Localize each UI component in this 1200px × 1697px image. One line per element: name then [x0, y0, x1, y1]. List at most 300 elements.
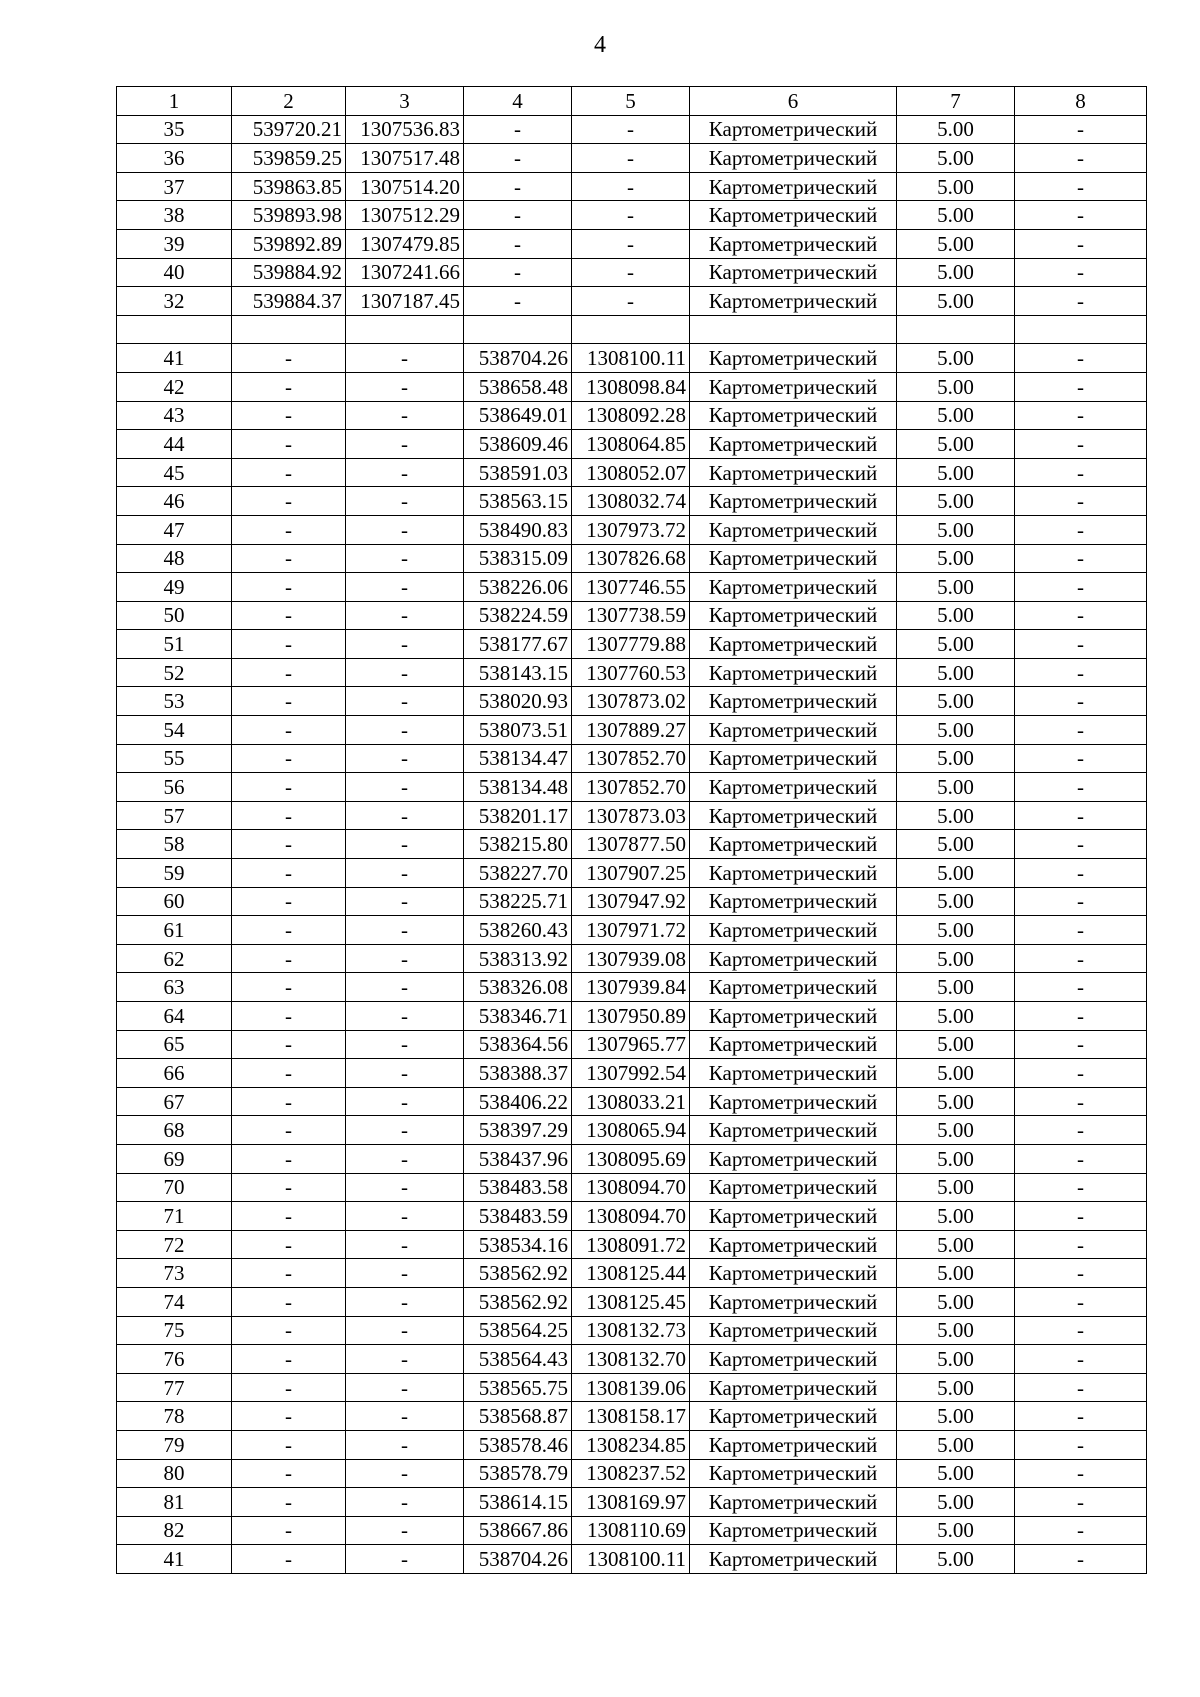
table-cell-col-5: 1307939.84: [572, 973, 690, 1002]
table-cell-col-5: 1307973.72: [572, 515, 690, 544]
table-cell-col-7: 5.00: [897, 801, 1015, 830]
table-cell-col-5: -: [572, 287, 690, 316]
table-cell-col-6: Картометрический: [690, 859, 897, 888]
table-cell-col-4: 538483.58: [464, 1173, 572, 1202]
table-cell-col-7: 5.00: [897, 859, 1015, 888]
table-cell-col-6: Картометрический: [690, 1373, 897, 1402]
table-cell-col-8: -: [1015, 1144, 1147, 1173]
table-cell-col-8: -: [1015, 916, 1147, 945]
table-cell-col-2: -: [232, 1144, 346, 1173]
table-row: [117, 573, 1147, 602]
table-row: [117, 430, 1147, 459]
table-cell-col-1: 40: [117, 258, 232, 287]
table-cell-col-7: 5.00: [897, 115, 1015, 144]
table-cell-col-4: 538658.48: [464, 372, 572, 401]
table-row: [117, 1116, 1147, 1145]
coordinates-table: [116, 86, 1147, 1574]
table-cell-col-3: -: [346, 716, 464, 745]
table-cell-col-2: -: [232, 1059, 346, 1088]
table-row: [117, 773, 1147, 802]
table-cell-col-7: 5.00: [897, 658, 1015, 687]
table-cell-col-7: 5.00: [897, 1202, 1015, 1231]
table-cell-col-8: -: [1015, 773, 1147, 802]
table-cell-col-6: Картометрический: [690, 487, 897, 516]
table-cell-col-6: Картометрический: [690, 1087, 897, 1116]
table-cell-col-7: 5.00: [897, 487, 1015, 516]
table-cell-col-3: -: [346, 458, 464, 487]
table-cell-col-3: -: [346, 1316, 464, 1345]
table-row: [117, 1516, 1147, 1545]
table-cell-col-1: 79: [117, 1430, 232, 1459]
table-cell-col-7: 5.00: [897, 1516, 1015, 1545]
table-cell-col-1: 58: [117, 830, 232, 859]
table-row: [117, 401, 1147, 430]
table-cell-col-3: -: [346, 1287, 464, 1316]
table-cell-col-7: 5.00: [897, 1345, 1015, 1374]
table-cell-col-5: 1307760.53: [572, 658, 690, 687]
table-cell-col-7: 5.00: [897, 172, 1015, 201]
table-cell-col-1: 74: [117, 1287, 232, 1316]
table-cell-col-6: Картометрический: [690, 1202, 897, 1231]
table-cell-col-2: -: [232, 372, 346, 401]
table-cell-col-8: -: [1015, 401, 1147, 430]
table-cell-col-3: -: [346, 1230, 464, 1259]
table-cell-col-6: Картометрический: [690, 658, 897, 687]
table-cell-col-1: 82: [117, 1516, 232, 1545]
table-cell-col-7: 5.00: [897, 430, 1015, 459]
table-row: [117, 1373, 1147, 1402]
table-cell-col-2: -: [232, 1230, 346, 1259]
table-cell-col-5: 1307746.55: [572, 573, 690, 602]
table-cell-col-8: -: [1015, 1373, 1147, 1402]
table-cell-col-3: -: [346, 1430, 464, 1459]
table-cell-col-5: 1308094.70: [572, 1202, 690, 1231]
table-cell-col-7: 5.00: [897, 372, 1015, 401]
table-row: [117, 916, 1147, 945]
table-cell-col-8: -: [1015, 630, 1147, 659]
table-cell-col-2: 539720.21: [232, 115, 346, 144]
table-cell-col-4: 538215.80: [464, 830, 572, 859]
table-cell-col-8: -: [1015, 1430, 1147, 1459]
table-cell-col-8: -: [1015, 1545, 1147, 1574]
table-cell-col-8: -: [1015, 201, 1147, 230]
table-cell-col-8: -: [1015, 487, 1147, 516]
table-row: [117, 1030, 1147, 1059]
table-cell-col-4: 538578.46: [464, 1430, 572, 1459]
table-cell-col-5: 1307947.92: [572, 887, 690, 916]
table-row: [117, 1087, 1147, 1116]
table-cell-col-2: -: [232, 859, 346, 888]
table-cell-col-1: 70: [117, 1173, 232, 1202]
table-cell-col-2: -: [232, 601, 346, 630]
table-cell-col-4: -: [464, 115, 572, 144]
table-row: [117, 487, 1147, 516]
table-cell-col-4: -: [464, 258, 572, 287]
table-row: [117, 944, 1147, 973]
table-cell-col-6: Картометрический: [690, 1459, 897, 1488]
table-cell-col-2: -: [232, 573, 346, 602]
table-row: [117, 801, 1147, 830]
table-cell-col-8: -: [1015, 1002, 1147, 1031]
table-cell-col-5: -: [572, 144, 690, 173]
table-cell-col-5: 1307950.89: [572, 1002, 690, 1031]
table-cell-col-2: -: [232, 1316, 346, 1345]
table-cell-col-2: -: [232, 1430, 346, 1459]
table-cell-col-7: 5.00: [897, 944, 1015, 973]
table-row: [117, 315, 1147, 344]
table-cell-col-7: 5.00: [897, 515, 1015, 544]
table-row: [117, 630, 1147, 659]
table-cell-col-3: -: [346, 973, 464, 1002]
table-cell-col-2: -: [232, 515, 346, 544]
table-cell-col-7: 5.00: [897, 887, 1015, 916]
table-cell-col-7: 5.00: [897, 344, 1015, 373]
table-cell-col-6: Картометрический: [690, 801, 897, 830]
table-cell-col-2: -: [232, 916, 346, 945]
table-body: [117, 87, 1147, 1574]
table-cell-col-1: [117, 315, 232, 344]
table-cell-col-4: 538534.16: [464, 1230, 572, 1259]
table-cell-col-6: Картометрический: [690, 744, 897, 773]
table-cell-col-7: 5.00: [897, 1002, 1015, 1031]
table-cell-col-8: -: [1015, 744, 1147, 773]
table-cell-col-1: 72: [117, 1230, 232, 1259]
table-cell-col-2: -: [232, 544, 346, 573]
table-cell-col-4: 538609.46: [464, 430, 572, 459]
table-cell-col-1: 41: [117, 344, 232, 373]
table-cell-col-1: 64: [117, 1002, 232, 1031]
table-cell-col-8: -: [1015, 1287, 1147, 1316]
table-cell-col-4: 538397.29: [464, 1116, 572, 1145]
table-cell-col-4: 538667.86: [464, 1516, 572, 1545]
table-cell-col-5: 1307965.77: [572, 1030, 690, 1059]
table-cell-col-8: -: [1015, 601, 1147, 630]
table-row: [117, 144, 1147, 173]
table-cell-col-2: -: [232, 716, 346, 745]
table-row: [117, 1173, 1147, 1202]
table-cell-col-5: 1308052.07: [572, 458, 690, 487]
table-cell-col-2: -: [232, 887, 346, 916]
table-cell-col-8: -: [1015, 544, 1147, 573]
table-cell-col-5: 1307852.70: [572, 744, 690, 773]
table-cell-col-5: 1308110.69: [572, 1516, 690, 1545]
table-row: [117, 887, 1147, 916]
table-cell-col-6: Картометрический: [690, 1116, 897, 1145]
table-cell-col-1: 63: [117, 973, 232, 1002]
table-row: [117, 1202, 1147, 1231]
table-cell-col-8: -: [1015, 458, 1147, 487]
table-cell-col-1: 75: [117, 1316, 232, 1345]
table-cell-col-6: Картометрический: [690, 344, 897, 373]
table-cell-col-5: 1308139.06: [572, 1373, 690, 1402]
table-cell-col-7: 5.00: [897, 144, 1015, 173]
table-cell-col-1: 51: [117, 630, 232, 659]
table-cell-col-5: -: [572, 172, 690, 201]
table-row: [117, 601, 1147, 630]
table-cell-col-6: Картометрический: [690, 916, 897, 945]
table-cell-col-5: -: [572, 258, 690, 287]
table-cell-col-5: 1307992.54: [572, 1059, 690, 1088]
table-row: [117, 658, 1147, 687]
table-row: [117, 372, 1147, 401]
table-cell-col-6: Картометрический: [690, 1173, 897, 1202]
table-cell-col-4: 538073.51: [464, 716, 572, 745]
table-row: [117, 287, 1147, 316]
table-cell-col-2: -: [232, 344, 346, 373]
table-cell-col-1: 45: [117, 458, 232, 487]
table-cell-col-2: 539863.85: [232, 172, 346, 201]
table-cell-col-3: -: [346, 859, 464, 888]
table-cell-col-3: -: [346, 1259, 464, 1288]
table-cell-col-4: 538177.67: [464, 630, 572, 659]
table-cell-col-1: 36: [117, 144, 232, 173]
table-row: [117, 687, 1147, 716]
table-cell-col-2: -: [232, 1459, 346, 1488]
table-cell-col-5: 1307873.02: [572, 687, 690, 716]
table-cell-col-1: 41: [117, 1545, 232, 1574]
table-cell-col-5: 1308064.85: [572, 430, 690, 459]
table-row: [117, 1430, 1147, 1459]
table-cell-col-2: -: [232, 630, 346, 659]
table-cell-col-4: 538564.43: [464, 1345, 572, 1374]
table-cell-col-7: 5.00: [897, 1316, 1015, 1345]
table-cell-col-2: -: [232, 1373, 346, 1402]
table-cell-col-6: [690, 315, 897, 344]
table-cell-col-6: Картометрический: [690, 1230, 897, 1259]
table-row: [117, 115, 1147, 144]
table-cell-col-7: 5.00: [897, 773, 1015, 802]
table-row: [117, 1259, 1147, 1288]
table-cell-col-3: -: [346, 1402, 464, 1431]
table-cell-col-6: Картометрический: [690, 172, 897, 201]
table-cell-col-3: 1307512.29: [346, 201, 464, 230]
table-cell-col-3: -: [346, 1030, 464, 1059]
table-cell-col-2: -: [232, 1087, 346, 1116]
table-cell-col-5: -: [572, 201, 690, 230]
table-cell-col-7: 5.00: [897, 229, 1015, 258]
table-cell-col-5: 1308132.73: [572, 1316, 690, 1345]
table-cell-col-2: -: [232, 1202, 346, 1231]
table-cell-col-4: 538226.06: [464, 573, 572, 602]
table-cell-col-1: 65: [117, 1030, 232, 1059]
table-cell-col-4: 538134.47: [464, 744, 572, 773]
table-cell-col-3: -: [346, 887, 464, 916]
table-cell-col-5: 1308234.85: [572, 1430, 690, 1459]
table-cell-col-1: 35: [117, 115, 232, 144]
table-cell-col-1: 37: [117, 172, 232, 201]
table-cell-col-1: 46: [117, 487, 232, 516]
table-row: [117, 544, 1147, 573]
table-cell-col-7: 5.00: [897, 544, 1015, 573]
table-cell-col-4: 538227.70: [464, 859, 572, 888]
table-cell-col-2: -: [232, 1345, 346, 1374]
table-row: [117, 201, 1147, 230]
table-cell-col-6: Картометрический: [690, 1002, 897, 1031]
table-cell-col-5: 1308091.72: [572, 1230, 690, 1259]
table-cell-col-2: -: [232, 973, 346, 1002]
table-cell-col-6: Картометрический: [690, 1345, 897, 1374]
table-cell-col-1: 60: [117, 887, 232, 916]
table-cell-col-3: -: [346, 630, 464, 659]
table-cell-col-6: Картометрический: [690, 544, 897, 573]
page-number: 4: [594, 32, 606, 58]
table-row: [117, 172, 1147, 201]
table-cell-col-3: -: [346, 1202, 464, 1231]
table-cell-col-7: [897, 315, 1015, 344]
table-cell-col-8: -: [1015, 1402, 1147, 1431]
table-cell-col-6: Картометрический: [690, 372, 897, 401]
table-cell-col-5: 1308132.70: [572, 1345, 690, 1374]
table-cell-col-4: -: [464, 287, 572, 316]
table-cell-col-5: 1308125.44: [572, 1259, 690, 1288]
table-cell-col-7: 5.00: [897, 401, 1015, 430]
table-cell-col-2: -: [232, 658, 346, 687]
table-cell-col-8: -: [1015, 973, 1147, 1002]
table-cell-col-7: 5.00: [897, 573, 1015, 602]
table-cell-col-3: -: [346, 801, 464, 830]
table-cell-col-8: -: [1015, 1259, 1147, 1288]
table-cell-col-1: 47: [117, 515, 232, 544]
table-cell-col-7: 5.00: [897, 1173, 1015, 1202]
table-cell-col-2: -: [232, 1030, 346, 1059]
table-cell-col-8: -: [1015, 1059, 1147, 1088]
table-cell-col-8: -: [1015, 687, 1147, 716]
table-cell-col-7: 5.00: [897, 1030, 1015, 1059]
table-cell-col-1: 32: [117, 287, 232, 316]
table-cell-col-8: -: [1015, 1316, 1147, 1345]
header-cell: 8: [1015, 87, 1147, 116]
table-cell-col-7: 5.00: [897, 1259, 1015, 1288]
table-cell-col-4: 538565.75: [464, 1373, 572, 1402]
table-cell-col-5: 1307852.70: [572, 773, 690, 802]
table-cell-col-1: 69: [117, 1144, 232, 1173]
table-cell-col-4: -: [464, 201, 572, 230]
table-cell-col-2: -: [232, 1116, 346, 1145]
table-cell-col-3: -: [346, 744, 464, 773]
table-cell-col-5: 1308095.69: [572, 1144, 690, 1173]
table-row: [117, 1488, 1147, 1517]
table-cell-col-1: 43: [117, 401, 232, 430]
table-cell-col-1: 71: [117, 1202, 232, 1231]
table-cell-col-3: 1307536.83: [346, 115, 464, 144]
table-cell-col-6: Картометрический: [690, 458, 897, 487]
table-cell-col-2: 539893.98: [232, 201, 346, 230]
header-cell: 5: [572, 87, 690, 116]
table-cell-col-2: [232, 315, 346, 344]
table-cell-col-3: -: [346, 1459, 464, 1488]
table-cell-col-5: [572, 315, 690, 344]
table-cell-col-3: -: [346, 430, 464, 459]
table-cell-col-4: 538564.25: [464, 1316, 572, 1345]
table-cell-col-3: -: [346, 1516, 464, 1545]
table-cell-col-3: 1307517.48: [346, 144, 464, 173]
table-cell-col-7: 5.00: [897, 1287, 1015, 1316]
table-cell-col-7: 5.00: [897, 258, 1015, 287]
table-cell-col-3: [346, 315, 464, 344]
table-cell-col-2: 539892.89: [232, 229, 346, 258]
table-cell-col-8: -: [1015, 1516, 1147, 1545]
table-cell-col-2: -: [232, 1402, 346, 1431]
table-row: [117, 1459, 1147, 1488]
table-cell-col-7: 5.00: [897, 744, 1015, 773]
table-cell-col-4: 538562.92: [464, 1259, 572, 1288]
table-row: [117, 1287, 1147, 1316]
table-cell-col-8: -: [1015, 372, 1147, 401]
table-cell-col-5: 1308065.94: [572, 1116, 690, 1145]
table-cell-col-2: -: [232, 1545, 346, 1574]
table-cell-col-8: -: [1015, 1030, 1147, 1059]
table-cell-col-7: 5.00: [897, 973, 1015, 1002]
table-cell-col-8: -: [1015, 172, 1147, 201]
table-cell-col-2: -: [232, 830, 346, 859]
table-cell-col-8: -: [1015, 144, 1147, 173]
table-cell-col-5: 1307779.88: [572, 630, 690, 659]
table-cell-col-4: 538143.15: [464, 658, 572, 687]
table-cell-col-6: Картометрический: [690, 1488, 897, 1517]
table-cell-col-8: -: [1015, 1230, 1147, 1259]
header-cell: 2: [232, 87, 346, 116]
table-cell-col-3: -: [346, 544, 464, 573]
table-row: [117, 859, 1147, 888]
table-cell-col-4: 538406.22: [464, 1087, 572, 1116]
table-cell-col-6: Картометрический: [690, 944, 897, 973]
table-cell-col-1: 66: [117, 1059, 232, 1088]
table-cell-col-3: -: [346, 1116, 464, 1145]
table-cell-col-6: Картометрический: [690, 630, 897, 659]
table-cell-col-1: 48: [117, 544, 232, 573]
table-cell-col-3: -: [346, 1173, 464, 1202]
table-cell-col-4: 538224.59: [464, 601, 572, 630]
table-row: [117, 344, 1147, 373]
table-cell-col-4: 538568.87: [464, 1402, 572, 1431]
table-row: [117, 830, 1147, 859]
table-cell-col-4: 538315.09: [464, 544, 572, 573]
table-cell-col-4: 538388.37: [464, 1059, 572, 1088]
table-cell-col-1: 56: [117, 773, 232, 802]
table-row: [117, 1316, 1147, 1345]
table-cell-col-3: -: [346, 1087, 464, 1116]
table-cell-col-4: 538563.15: [464, 487, 572, 516]
table-cell-col-8: -: [1015, 515, 1147, 544]
table-cell-col-6: Картометрический: [690, 115, 897, 144]
table-cell-col-7: 5.00: [897, 1144, 1015, 1173]
table-cell-col-5: 1308158.17: [572, 1402, 690, 1431]
table-cell-col-6: Картометрический: [690, 887, 897, 916]
table-cell-col-3: 1307514.20: [346, 172, 464, 201]
table-cell-col-7: 5.00: [897, 1230, 1015, 1259]
table-cell-col-6: Картометрический: [690, 1545, 897, 1574]
table-cell-col-5: 1308033.21: [572, 1087, 690, 1116]
table-row: [117, 1345, 1147, 1374]
table-cell-col-2: -: [232, 944, 346, 973]
table-cell-col-4: 538490.83: [464, 515, 572, 544]
table-cell-col-1: 49: [117, 573, 232, 602]
table-cell-col-3: -: [346, 1059, 464, 1088]
table-cell-col-8: -: [1015, 716, 1147, 745]
table-cell-col-5: 1308237.52: [572, 1459, 690, 1488]
table-cell-col-2: -: [232, 1259, 346, 1288]
table-cell-col-6: Картометрический: [690, 1030, 897, 1059]
table-cell-col-2: -: [232, 1488, 346, 1517]
table-cell-col-7: 5.00: [897, 1402, 1015, 1431]
header-cell: 3: [346, 87, 464, 116]
table-cell-col-3: -: [346, 944, 464, 973]
table-cell-col-3: -: [346, 344, 464, 373]
table-cell-col-4: 538364.56: [464, 1030, 572, 1059]
table-cell-col-8: -: [1015, 1087, 1147, 1116]
header-cell: 1: [117, 87, 232, 116]
table-cell-col-1: 55: [117, 744, 232, 773]
